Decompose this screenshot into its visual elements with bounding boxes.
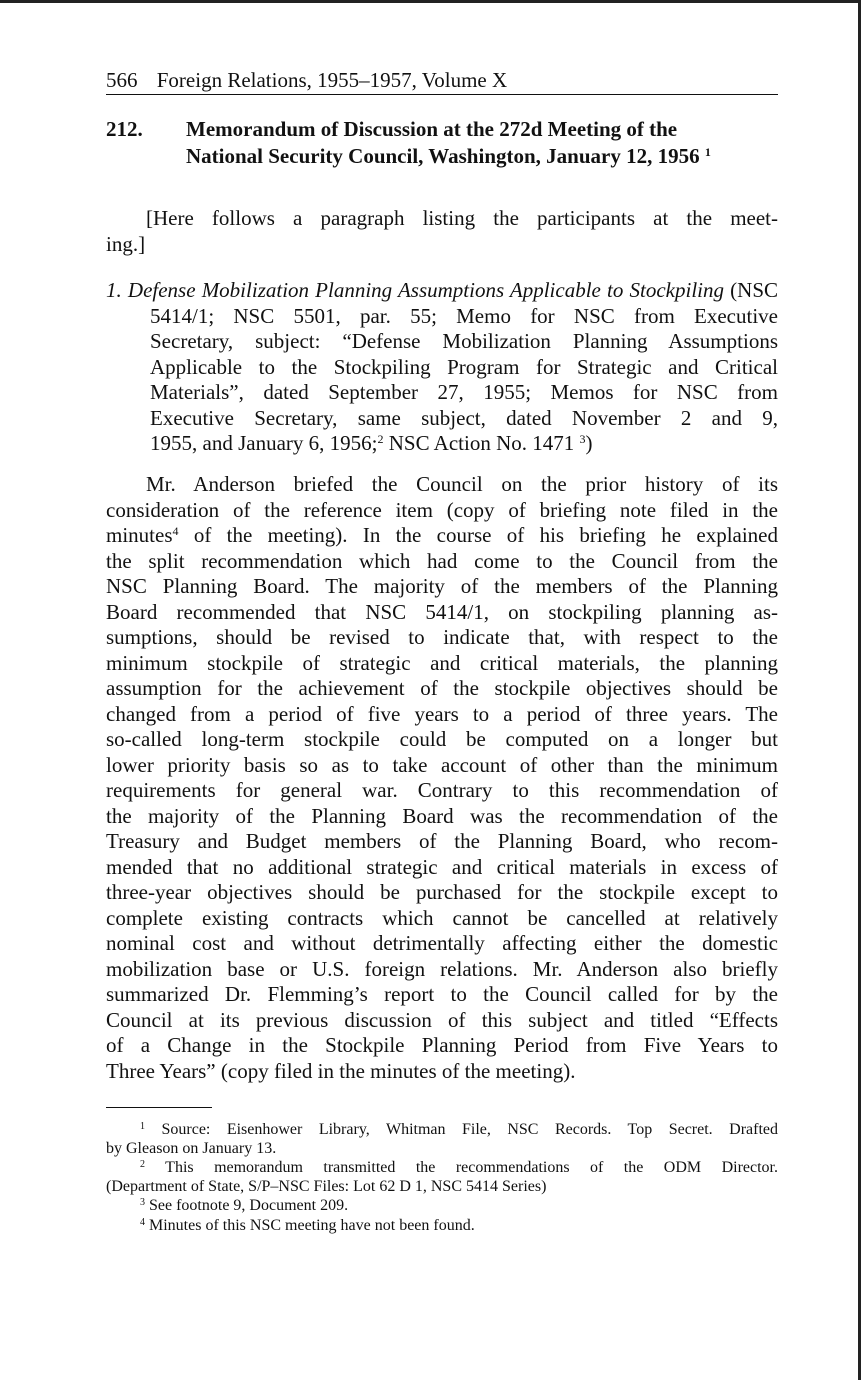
agenda-item-line: Materials”, dated September 27, 1955; Memos for NSC from bbox=[150, 380, 778, 404]
agenda-item-1 bbox=[106, 278, 778, 457]
footnote-2: $^2$ This memorandum transmitted the recommendations of the ODM Director. (Department of State, S/P–NSC Files: Lot 62 D 1, NSC 5414 Series) bbox=[106, 1159, 779, 1195]
footnote-mark-2: 2 bbox=[140, 1159, 145, 1170]
body-line: requirements for general war. Contrary to this recommendation of bbox=[106, 778, 778, 802]
page-number: 566 bbox=[106, 68, 138, 92]
footnote-mark-1: 1 bbox=[140, 1121, 145, 1132]
agenda-item-line: Applicable to the Stockpiling Program for Strategic and Critical bbox=[150, 354, 778, 379]
body-line: Treasury and Budget members of the Planning Board, who recom- bbox=[106, 829, 778, 853]
footnote-mark-3: 3 bbox=[140, 1197, 145, 1208]
footnote-ref-3: 3 bbox=[579, 432, 586, 446]
footnote-4: $^4$ Minutes of this NSC meeting have not been found. bbox=[140, 1217, 475, 1234]
document-title-text bbox=[186, 116, 778, 170]
body-line: three-year objectives should be purchased for the stockpile except to bbox=[106, 880, 778, 904]
footnote-divider bbox=[106, 1107, 212, 1108]
body-line: minutes$^4$ of the meeting). In the course of his briefing he explained bbox=[106, 523, 779, 547]
body-line: mobilization base or U.S. foreign relations. Mr. Anderson also briefly bbox=[106, 956, 778, 981]
intro-paragraph bbox=[106, 206, 778, 257]
intro-line-1: [Here follows a paragraph listing the participants at the meet- bbox=[146, 206, 778, 230]
body-line: Three Years” (copy filed in the minutes of the meeting). bbox=[106, 1058, 576, 1083]
footnote-3: $^3$ See footnote 9, Document 209. bbox=[140, 1197, 349, 1214]
title-line-1: Memorandum of Discussion at the 272d Meeting of the bbox=[186, 117, 678, 141]
body-line: the majority of the Planning Board was the recommendation of the bbox=[106, 803, 778, 828]
document-number: 212. bbox=[106, 117, 143, 141]
agenda-item-title: Defense Mobilization Planning Assumptions Applicable to Stockpiling bbox=[127, 278, 724, 302]
footnote-1: $^1$ Source: Eisenhower Library, Whitman File, NSC Records. Top Secret. Drafted by Gleason on January 13. bbox=[106, 1121, 779, 1157]
body-line: the split recommendation which had come to the Council from the bbox=[106, 548, 778, 573]
body-line: assumption for the achievement of the stockpile objectives should be bbox=[106, 676, 778, 700]
footnote-ref-2: 2 bbox=[377, 432, 384, 446]
running-header bbox=[106, 66, 778, 95]
body-line: minimum stockpile of strategic and critical materials, the planning bbox=[106, 650, 778, 675]
body-line: mended that no additional strategic and critical materials in excess of bbox=[106, 854, 778, 879]
agenda-item-line: 5414/1; NSC 5501, par. 55; Memo for NSC from Executive bbox=[150, 303, 778, 328]
body-line: Board recommended that NSC 5414/1, on stockpiling planning as- bbox=[106, 599, 778, 624]
body-line: sumptions, should be revised to indicate that, with respect to the bbox=[106, 625, 778, 649]
body-line: NSC Planning Board. The majority of the members of the Planning bbox=[106, 574, 778, 598]
page-edge-top bbox=[0, 0, 861, 3]
footnote-mark-4: 4 bbox=[140, 1217, 145, 1228]
body-line: of a Change in the Stockpile Planning Period from Five Years to bbox=[106, 1033, 778, 1057]
agenda-item-number: 1. bbox=[106, 278, 122, 302]
footnote-ref-4: 4 bbox=[172, 524, 179, 538]
body-line: complete existing contracts which cannot be cancelled at relatively bbox=[106, 905, 778, 930]
body-line: consideration of the reference item (copy of briefing note filed in the bbox=[106, 497, 778, 522]
agenda-item-line: Secretary, subject: “Defense Mobilization Planning Assumptions bbox=[150, 329, 778, 353]
body-line: summarized Dr. Flemming’s report to the Council called for by the bbox=[106, 982, 778, 1006]
body-line: lower priority basis so as to take account of other than the minimum bbox=[106, 752, 778, 777]
agenda-item-heading: 1. Defense Mobilization Planning Assumptions Applicable to Stockpiling (NSC bbox=[106, 278, 779, 302]
intro-line-2: ing.] bbox=[106, 231, 146, 256]
body-paragraph bbox=[106, 472, 778, 1084]
body-line: changed from a period of five years to a period of three years. The bbox=[106, 701, 778, 726]
body-line: Mr. Anderson briefed the Council on the prior history of its bbox=[146, 472, 778, 496]
body-line: Council at its previous discussion of this subject and titled “Effects bbox=[106, 1007, 778, 1032]
body-line: nominal cost and without detrimentally affecting either the domestic bbox=[106, 931, 778, 955]
footnote-ref-1: 1 bbox=[704, 145, 711, 159]
body-line: so-called long-term stockpile could be computed on a longer but bbox=[106, 727, 778, 751]
agenda-item-line: Executive Secretary, same subject, dated November 2 and 9, bbox=[150, 405, 778, 430]
title-line-2: National Security Council, Washington, January 12, 1956 bbox=[186, 144, 700, 168]
agenda-item-line: 1955, and January 6, 1956;$^2$ NSC Action No. 1471 $^3$) bbox=[150, 431, 593, 455]
running-title: Foreign Relations, 1955–1957, Volume X bbox=[156, 68, 508, 92]
